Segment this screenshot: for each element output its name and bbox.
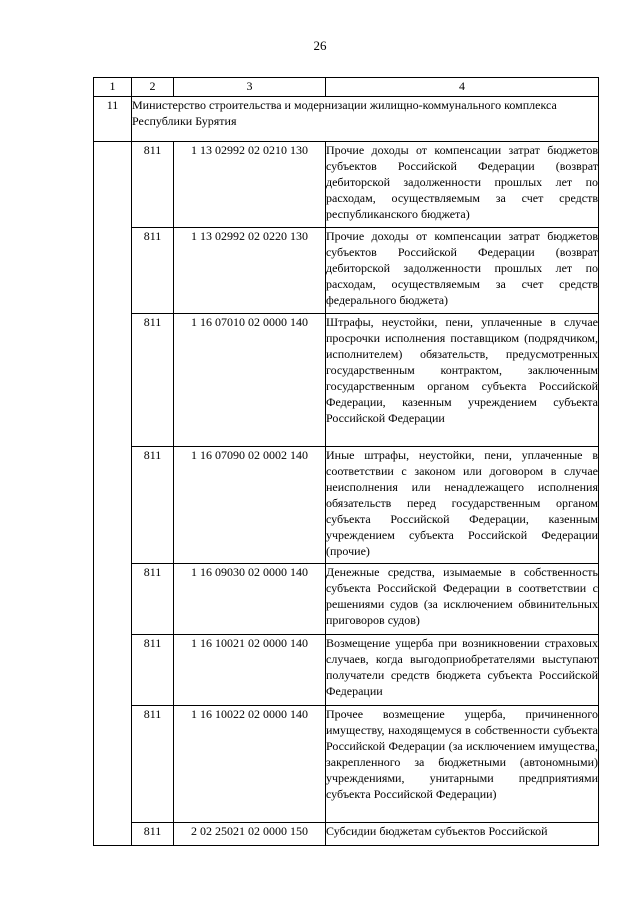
page-number: 26: [313, 38, 327, 53]
admin-code-cell: 811: [132, 314, 174, 447]
column-header-2: 2: [132, 78, 174, 97]
revenue-description-cell: Штрафы, неустойки, пени, уплаченные в случае просрочки исполнения поставщиком (подрядчиком, исполнителем) обязательств, предусмотренных государственным контрактом, заключенным государственным органом субъекта Российской Федерации, казенным учреждением субъекта Российской Федерации: [326, 314, 599, 447]
empty-section-cell: [94, 142, 132, 846]
revenue-description-cell: Прочее возмещение ущерба, причиненного имуществу, находящемуся в собственности субъекта Российской Федерации (за исключением имущества, закрепленного за бюджетными (автономными) учреждениями, унитарными предприятиями субъекта Российской Федерации): [326, 706, 599, 823]
column-header-4: 4: [326, 78, 599, 97]
admin-code-cell: 811: [132, 447, 174, 564]
revenue-code-cell: 1 16 07010 02 0000 140: [174, 314, 326, 447]
budget-revenue-table: [93, 77, 599, 846]
table-header-row: [94, 78, 599, 97]
admin-code-cell: 811: [132, 228, 174, 314]
section-row: [94, 97, 599, 142]
column-header-3: 3: [174, 78, 326, 97]
table-row: [94, 564, 599, 635]
revenue-code-cell: 1 13 02992 02 0210 130: [174, 142, 326, 228]
table-row: [94, 635, 599, 706]
table-row: [94, 706, 599, 823]
column-header-1: 1: [94, 78, 132, 97]
admin-code-cell: 811: [132, 823, 174, 846]
section-number: 11: [94, 97, 132, 142]
admin-code-cell: 811: [132, 142, 174, 228]
revenue-code-cell: 2 02 25021 02 0000 150: [174, 823, 326, 846]
revenue-code-cell: 1 16 10021 02 0000 140: [174, 635, 326, 706]
revenue-description-cell: Прочие доходы от компенсации затрат бюджетов субъектов Российской Федерации (возврат дебиторской задолженности прошлых лет по расходам, осуществляемым за счет средств федерального бюджета): [326, 228, 599, 314]
section-title: Министерство строительства и модернизации жилищно-коммунального комплекса Республики Бурятия: [132, 97, 599, 142]
revenue-description-cell: Возмещение ущерба при возникновении страховых случаев, когда выгодоприобретателями выступают получатели средств бюджета субъекта Российской Федерации: [326, 635, 599, 706]
revenue-code-cell: 1 16 07090 02 0002 140: [174, 447, 326, 564]
revenue-description-cell: Иные штрафы, неустойки, пени, уплаченные в соответствии с законом или договором в случае неисполнения или ненадлежащего исполнения обязательств перед государственным органом субъекта Российской Федерации, казенным учреждением субъекта Российской Федерации (прочие): [326, 447, 599, 564]
revenue-description-cell: Субсидии бюджетам субъектов Российской: [326, 823, 599, 846]
revenue-code-cell: 1 13 02992 02 0220 130: [174, 228, 326, 314]
table-row: [94, 142, 599, 228]
admin-code-cell: 811: [132, 635, 174, 706]
revenue-description-cell: Прочие доходы от компенсации затрат бюджетов субъектов Российской Федерации (возврат дебиторской задолженности прошлых лет по расходам, осуществляемым за счет средств республиканского бюджета): [326, 142, 599, 228]
table-row: [94, 228, 599, 314]
table-row: [94, 823, 599, 846]
admin-code-cell: 811: [132, 706, 174, 823]
revenue-code-cell: 1 16 09030 02 0000 140: [174, 564, 326, 635]
admin-code-cell: 811: [132, 564, 174, 635]
table-row: [94, 447, 599, 564]
revenue-description-cell: Денежные средства, изымаемые в собственность субъекта Российской Федерации в соответствии с решениями судов (за исключением обвинительных приговоров судов): [326, 564, 599, 635]
revenue-code-cell: 1 16 10022 02 0000 140: [174, 706, 326, 823]
table-row: [94, 314, 599, 447]
